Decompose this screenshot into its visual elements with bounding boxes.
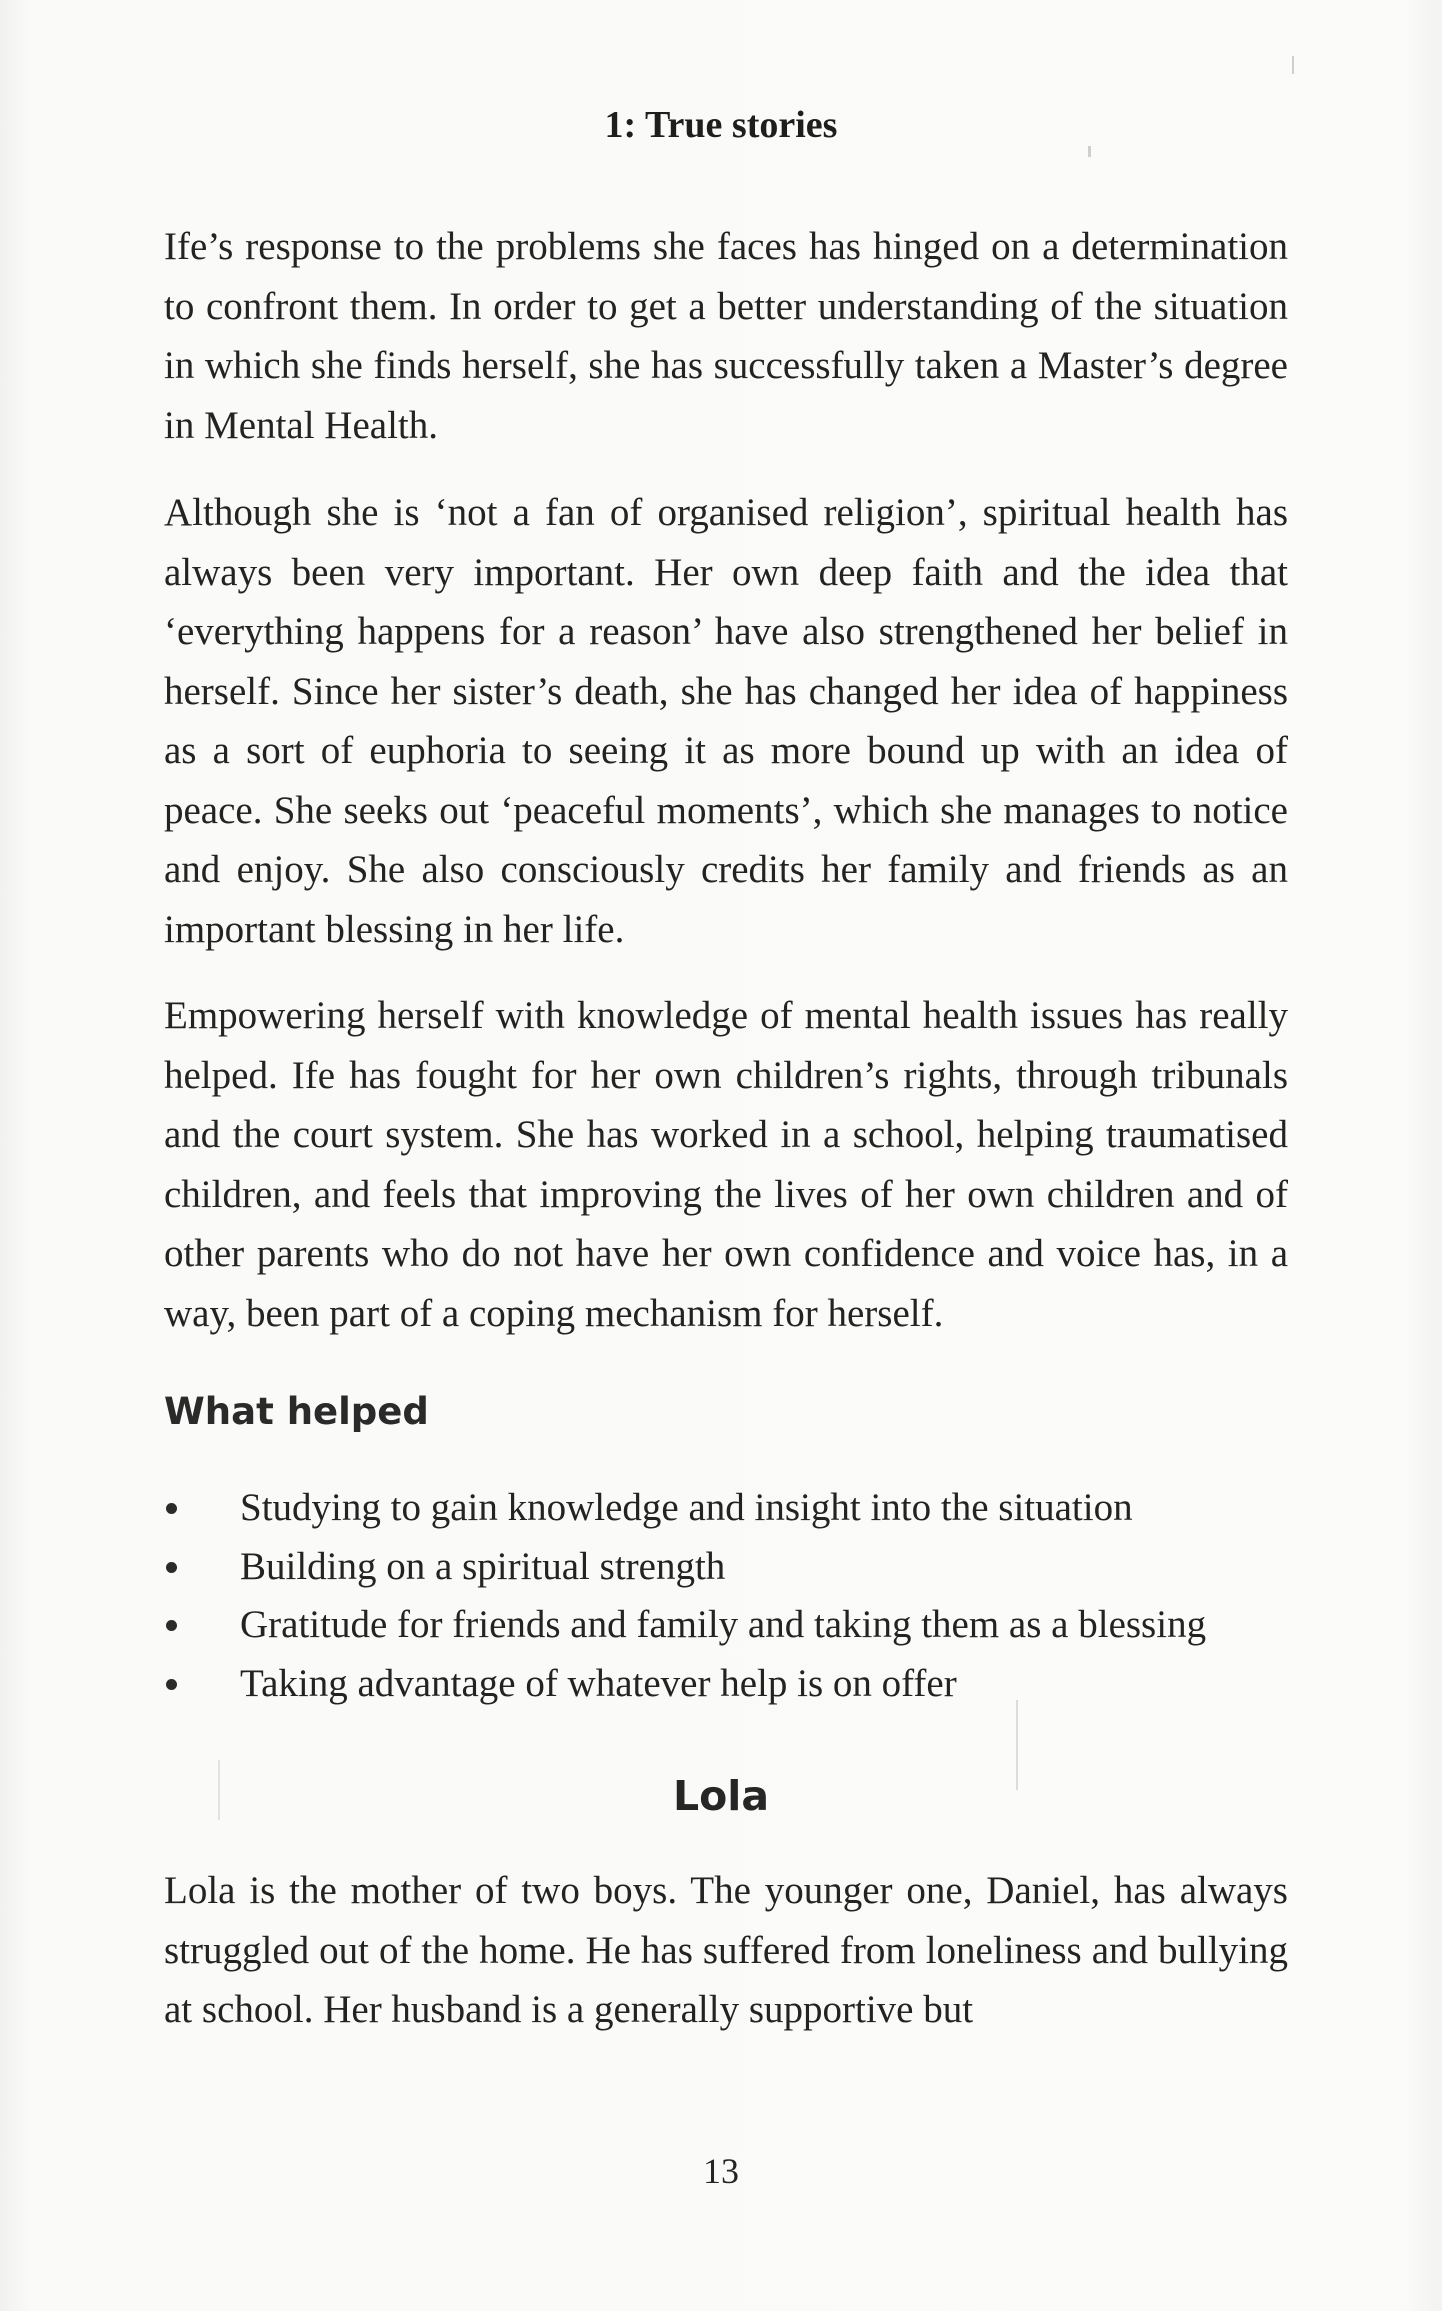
bullet-icon bbox=[166, 1562, 177, 1573]
list-item bbox=[164, 1655, 1294, 1714]
what-helped-list bbox=[164, 1479, 1294, 1713]
list-item bbox=[164, 1538, 1294, 1597]
bullet-icon bbox=[166, 1620, 177, 1631]
list-item-text: Gratitude for friends and family and taking them as a blessing bbox=[240, 1603, 1207, 1646]
running-head: 1: True stories bbox=[604, 104, 838, 146]
page-number: 13 bbox=[703, 2151, 739, 2191]
scan-speck bbox=[1292, 56, 1294, 74]
paragraph-2: Although she is ‘not a fan of organised religion’, spiritual health has always been very important. Her own deep faith and the idea that ‘everything happens for a reason’ have also strengthened her belief in herself. Since her sister’s death, she has changed her idea of happiness as a sort of euphoria to seeing it as more bound up with an idea of peace. She seeks out ‘peaceful moments’, which she manages to notice and enjoy. She also consciously credits her family and friends as an important blessing in her life. bbox=[164, 491, 1288, 951]
list-item-text: Building on a spiritual strength bbox=[240, 1544, 726, 1588]
list-item bbox=[164, 1479, 1294, 1538]
section-title: Lola bbox=[672, 1772, 769, 1820]
bullet-icon bbox=[166, 1503, 177, 1514]
section-paragraph: Lola is the mother of two boys. The younger one, Daniel, has always struggled out of the home. He has suffered from loneliness and bullying at school. Her husband is a generally supportive but bbox=[164, 1869, 1288, 2031]
list-item bbox=[164, 1596, 1294, 1655]
list-item-text: Taking advantage of whatever help is on offer bbox=[240, 1661, 957, 1705]
paragraph-1: Ife’s response to the problems she faces has hinged on a determination to confront them. In order to get a better understanding of the situation in which she finds herself, she has successfully taken a Master’s degree in Mental Health. bbox=[164, 225, 1288, 447]
bullet-icon bbox=[166, 1679, 177, 1690]
what-helped-heading: What helped bbox=[164, 1390, 429, 1433]
list-item-text: Studying to gain knowledge and insight into the situation bbox=[240, 1486, 1133, 1529]
scan-speck bbox=[1088, 146, 1091, 157]
paragraph-3: Empowering herself with knowledge of mental health issues has really helped. Ife has fought for her own children’s rights, through tribunals and the court system. She has worked in a school, helping traumatised children, and feels that improving the lives of her own children and of other parents who do not have her own confidence and voice has, in a way, been part of a coping mechanism for herself. bbox=[164, 994, 1288, 1335]
